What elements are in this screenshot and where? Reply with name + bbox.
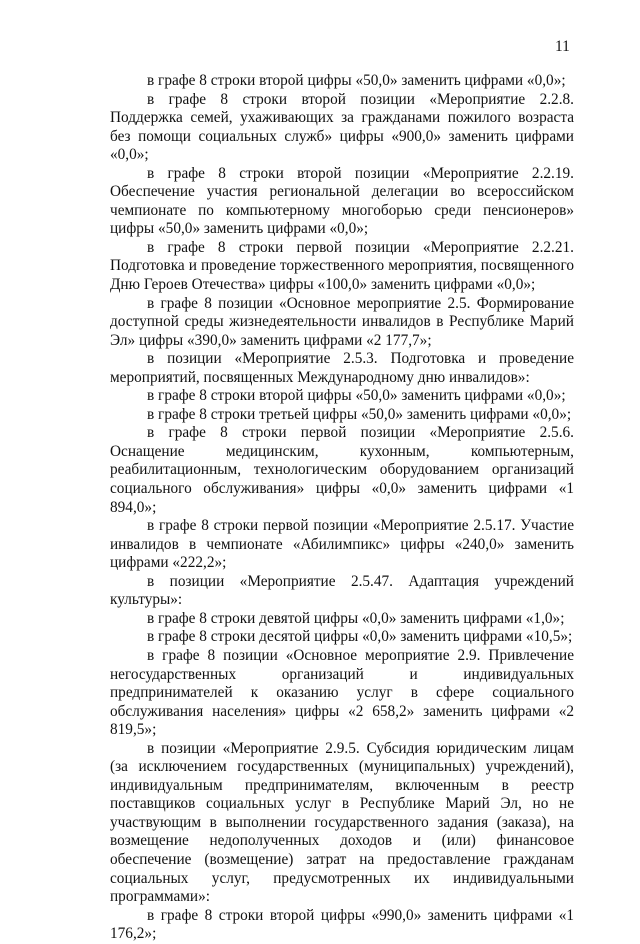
document-body bbox=[110, 72, 574, 944]
paragraph: в графе 8 строки десятой цифры «0,0» заменить цифрами «10,5»; bbox=[147, 628, 573, 646]
paragraph: в позиции «Мероприятие 2.5.47. Адаптация учреждений культуры»: bbox=[110, 572, 574, 609]
paragraph: в графе 8 строки первой позиции «Мероприятие 2.5.17. Участие инвалидов в чемпионате «Абилимпикс» цифры «240,0» заменить цифрами «222,2»; bbox=[110, 517, 574, 572]
page-number: 11 bbox=[555, 38, 570, 55]
paragraph: в графе 8 строки девятой цифры «0,0» заменить цифрами «1,0»; bbox=[147, 609, 565, 627]
paragraph: в графе 8 строки второй позиции «Мероприятие 2.2.19. Обеспечение участия региональной делегации во всероссийском чемпионате по компьютерному многоборью среди пенсионеров» цифры «50,0» заменить цифрами «0,0»; bbox=[110, 164, 574, 238]
paragraph: в графе 8 строки второй цифры «990,0» заменить цифрами «1 176,2»; bbox=[110, 906, 574, 943]
paragraph: в графе 8 строки второй цифры «50,0» заменить цифрами «0,0»; bbox=[147, 387, 566, 405]
paragraph: в позиции «Мероприятие 2.5.3. Подготовка и проведение мероприятий, посвященных Международному дню инвалидов»: bbox=[110, 350, 574, 386]
paragraph: в графе 8 позиции «Основное мероприятие 2.5. Формирование доступной среды жизнедеятельности инвалидов в Республике Марий Эл» цифры «390,0» заменить цифрами «2 177,7»; bbox=[110, 294, 574, 349]
paragraph: в графе 8 строки третьей цифры «50,0» заменить цифрами «0,0»; bbox=[147, 405, 572, 423]
paragraph: в графе 8 строки второй цифры «50,0» заменить цифрами «0,0»; bbox=[147, 72, 566, 89]
paragraph: в графе 8 позиции «Основное мероприятие 2.9. Привлечение негосударственных организаций и индивидуальных предпринимателей к оказанию услуг в сфере социального обслуживания населения» цифры «2 658,2» заменить цифрами «2 819,5»; bbox=[110, 646, 574, 739]
paragraph: в графе 8 строки второй позиции «Мероприятие 2.2.8. Поддержка семей, ухаживающих за гражданами пожилого возраста без помощи социальных служб» цифры «900,0» заменить цифрами «0,0»; bbox=[110, 90, 574, 164]
paragraph: в графе 8 строки первой позиции «Мероприятие 2.2.21. Подготовка и проведение торжественного мероприятия, посвященного Дню Героев Отечества» цифры «100,0» заменить цифрами «0,0»; bbox=[110, 238, 574, 294]
paragraph: в позиции «Мероприятие 2.9.5. Субсидия юридическим лицам (за исключением государственных (муниципальных) учреждений), индивидуальным предпринимателям, включенным в реестр поставщиков социальных услуг в Республике Марий Эл, но не участвующим в выполнении государственного задания (заказа), на возмещение недополученных доходов и (или) финансовое обеспечение (возмещение) затрат на предоставление гражданам социальных услуг, предусмотренных их индивидуальными программами»: bbox=[110, 739, 574, 906]
paragraph: в графе 8 строки первой позиции «Мероприятие 2.5.6. Оснащение медицинским, кухонным, компьютерным, реабилитационным, технологическим оборудованием организаций социального обслуживания» цифры «0,0» заменить цифрами «1 894,0»; bbox=[110, 424, 574, 516]
